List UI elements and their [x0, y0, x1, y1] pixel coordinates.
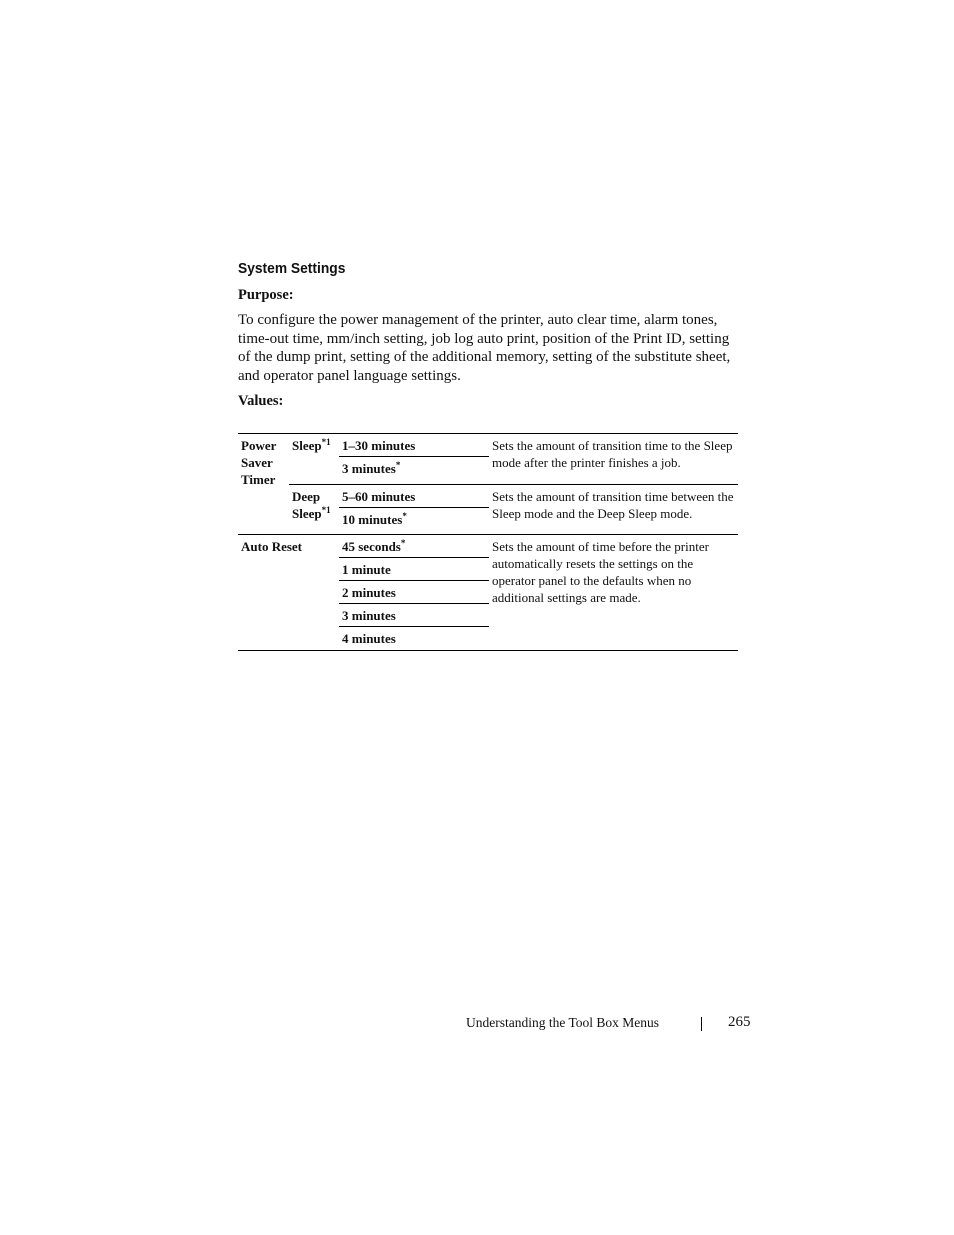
sleep-option	[339, 434, 489, 457]
auto-reset-label-text: Auto Reset	[241, 539, 303, 554]
option-text: 5–60 minutes	[342, 489, 416, 504]
option-text: 45 seconds	[342, 539, 401, 554]
purpose-label: Purpose:	[238, 287, 294, 303]
power-saver-line-1: Power	[241, 438, 277, 453]
auto-reset-label	[238, 535, 339, 651]
auto-reset-option	[339, 581, 489, 604]
sleep-option	[339, 457, 489, 485]
table-row	[238, 535, 738, 558]
values-label: Values:	[238, 393, 284, 409]
footer-divider	[701, 1017, 702, 1031]
option-text: 2 minutes	[342, 585, 396, 600]
auto-reset-description: Sets the amount of time before the printer automatically resets the settings on the operator panel to the defaults when no additional settings are made.	[489, 535, 738, 651]
default-marker: *	[395, 460, 401, 470]
auto-reset-option	[339, 604, 489, 627]
sleep-description: Sets the amount of transition time to the Sleep mode after the printer finishes a job.	[489, 434, 738, 485]
section-title: System Settings	[238, 260, 346, 277]
deep-sleep-option	[339, 508, 489, 535]
power-saver-line-2: Saver	[241, 455, 273, 470]
sleep-footnote-marker: *1	[321, 437, 331, 447]
option-text: 1 minute	[342, 562, 391, 577]
power-saver-line-3: Timer	[241, 472, 276, 487]
deep-sleep-option	[339, 485, 489, 508]
table-row	[238, 485, 738, 508]
page-number: 265	[728, 1014, 751, 1030]
option-text: 1–30 minutes	[342, 438, 416, 453]
option-text: 4 minutes	[342, 631, 396, 646]
auto-reset-option	[339, 535, 489, 558]
option-text: 3 minutes	[342, 608, 396, 623]
deep-sleep-line-2: Sleep	[292, 506, 322, 521]
auto-reset-option	[339, 558, 489, 581]
sleep-label	[289, 434, 339, 485]
deep-sleep-footnote-marker: *1	[321, 505, 331, 515]
option-text: 3 minutes	[342, 461, 396, 476]
values-table	[238, 433, 738, 651]
power-saver-timer-label	[238, 434, 289, 535]
default-marker: *	[400, 538, 406, 548]
deep-sleep-description: Sets the amount of transition time between the Sleep mode and the Deep Sleep mode.	[489, 485, 738, 535]
default-marker: *	[402, 511, 407, 521]
purpose-text: To configure the power management of the printer, auto clear time, alarm tones, time-out time, mm/inch setting, job log auto print, position of the Print ID, setting of the dump print, setting of the additional memory, setting of the substitute sheet, and operator panel language settings.	[238, 312, 731, 384]
table-row	[238, 434, 738, 457]
sleep-label-text: Sleep	[292, 438, 322, 453]
deep-sleep-label	[289, 485, 339, 535]
deep-sleep-line-1: Deep	[292, 489, 321, 504]
footer-chapter-title: Understanding the Tool Box Menus	[466, 1015, 660, 1030]
auto-reset-option	[339, 627, 489, 651]
option-text: 10 minutes	[342, 512, 403, 527]
